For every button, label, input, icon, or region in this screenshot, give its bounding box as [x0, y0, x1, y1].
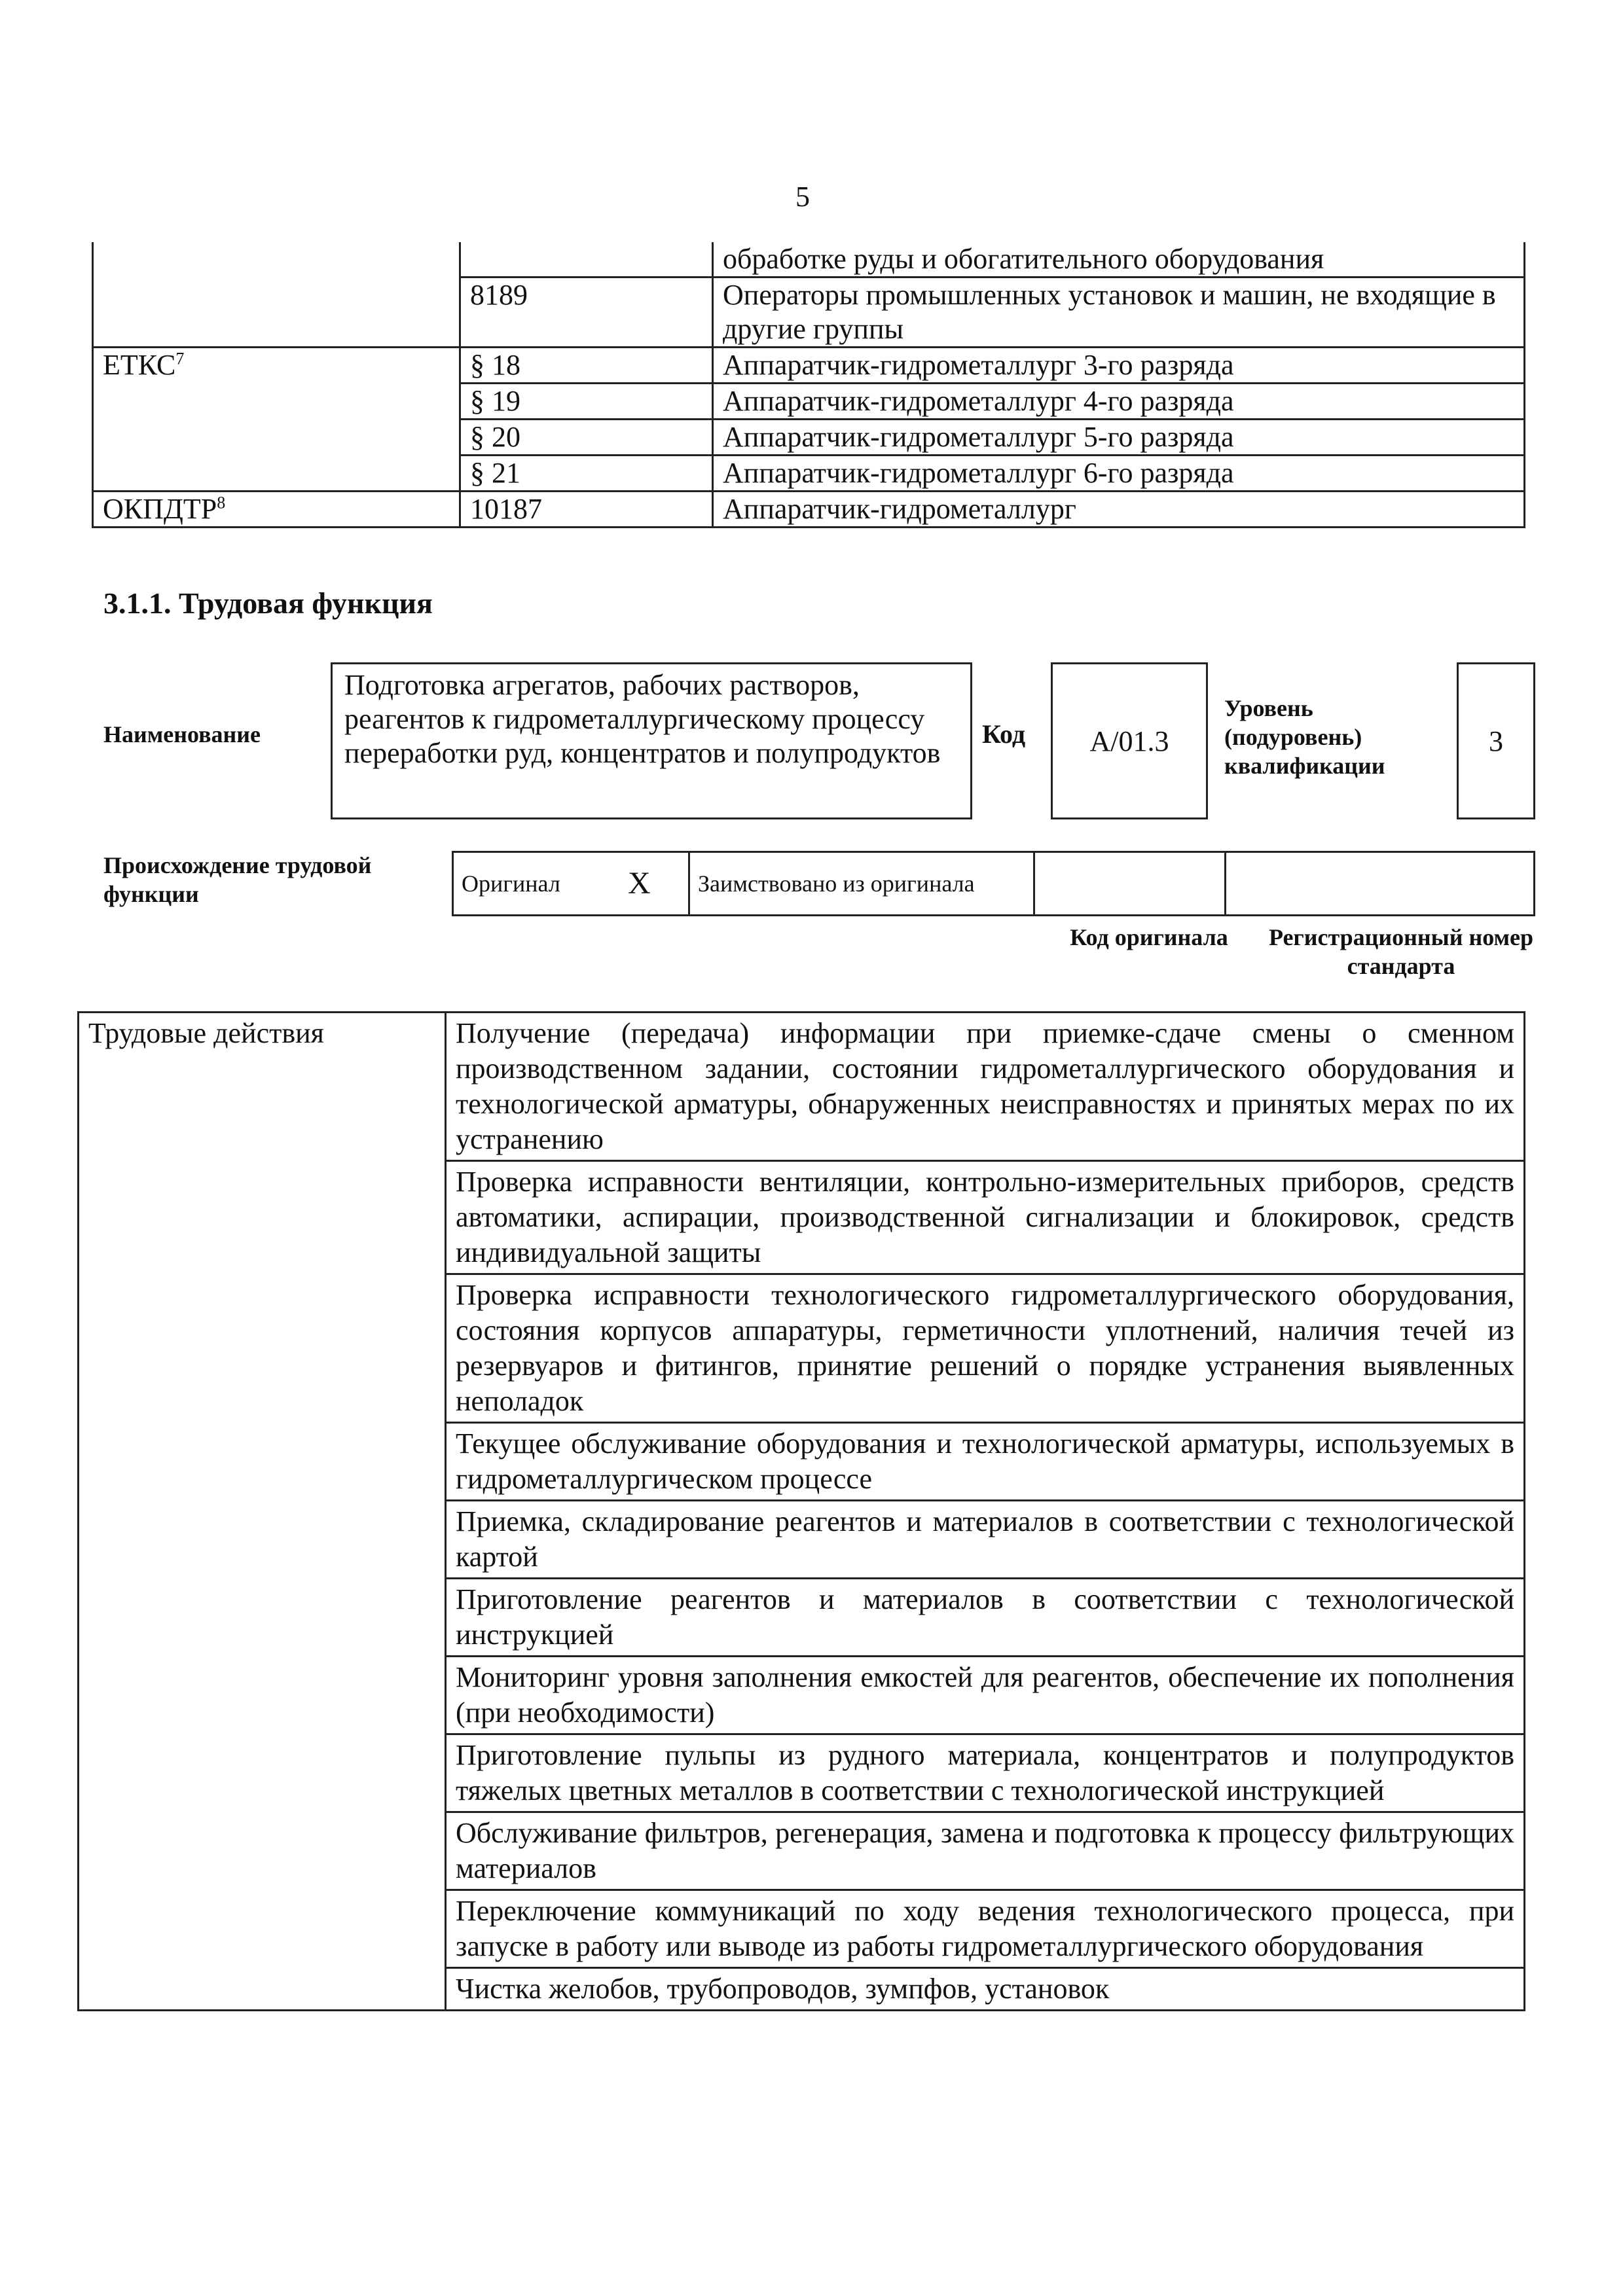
- origin-table: [452, 851, 1535, 916]
- table-row: [93, 492, 1525, 528]
- footnote-ref: 8: [217, 493, 226, 512]
- code-cell: 10187: [460, 492, 713, 528]
- labor-action-item: Чистка желобов, трубопроводов, зумпфов, установок: [446, 1968, 1525, 2011]
- table-row: [93, 348, 1525, 384]
- classifier-cell: [93, 242, 460, 278]
- occupation-name-cell: Аппаратчик-гидрометаллург: [713, 492, 1525, 528]
- occupation-name-cell: Аппаратчик-гидрометаллург 4-го разряда: [713, 384, 1525, 420]
- labor-action-item: Получение (передача) информации при приемке-сдаче смены о сменном производственном задании, состоянии гидрометаллургического оборудования и технологической арматуры, обнаруженных неисправностях и принятых мерах по их устранению: [446, 1013, 1525, 1161]
- original-cell: Оригинал: [453, 852, 621, 916]
- registration-number-caption: Регистрационный номер стандарта: [1268, 924, 1534, 979]
- occupation-name-cell: Аппаратчик-гидрометаллург 6-го разряда: [713, 456, 1525, 492]
- labor-actions-header: Трудовые действия: [79, 1013, 446, 2011]
- code-cell: 8189: [460, 278, 713, 348]
- labor-action-item: Проверка исправности технологического гидрометаллургического оборудования, состояния корпусов аппаратуры, герметичности уплотнений, наличия течей из резервуаров и фитингов, принятие решений о порядке устранения выявленных неполадок: [446, 1274, 1525, 1423]
- registration-number-cell: [1226, 852, 1535, 916]
- labor-action-item: Обслуживание фильтров, регенерация, замена и подготовка к процессу фильтрующих материалов: [446, 1812, 1525, 1890]
- labor-action-item: Приемка, складирование реагентов и материалов в соответствии с технологической картой: [446, 1501, 1525, 1579]
- qualification-level-box: 3: [1457, 662, 1535, 819]
- page-number: 5: [795, 181, 810, 213]
- labor-actions-table: [77, 1011, 1525, 2011]
- code-cell: § 19: [460, 384, 713, 420]
- name-label: Наименование: [103, 721, 261, 747]
- original-code-cell: [1034, 852, 1226, 916]
- occupation-name-cell: Аппаратчик-гидрометаллург 5-го разряда: [713, 420, 1525, 456]
- labor-action-item: Приготовление реагентов и материалов в соответствии с технологической инструкцией: [446, 1579, 1525, 1657]
- labor-action-item: Мониторинг уровня заполнения емкостей для реагентов, обеспечение их пополнения (при необходимости): [446, 1657, 1525, 1734]
- classifier-name: ЕТКС: [103, 349, 176, 381]
- section-title: 3.1.1. Трудовая функция: [103, 586, 433, 620]
- classifier-codes-table: [92, 242, 1525, 528]
- classifier-cell: [93, 278, 460, 348]
- classifier-name: ОКПДТР: [103, 493, 217, 525]
- function-code-box: А/01.3: [1051, 662, 1208, 819]
- code-cell: § 18: [460, 348, 713, 384]
- table-row: [79, 1013, 1525, 1161]
- labor-action-item: Переключение коммуникаций по ходу ведения технологического процесса, при запуске в работу или выводе из работы гидрометаллургического оборудования: [446, 1890, 1525, 1968]
- origin-label: Происхождение трудовой функции: [103, 852, 372, 907]
- table-row: [93, 278, 1525, 348]
- code-label: Код: [982, 719, 1026, 749]
- original-code-caption: Код оригинала: [1070, 924, 1228, 950]
- code-cell: § 20: [460, 420, 713, 456]
- classifier-cell: [93, 348, 460, 492]
- original-mark: X: [620, 852, 689, 916]
- occupation-name-cell: Аппаратчик-гидрометаллург 3-го разряда: [713, 348, 1525, 384]
- classifier-cell: [93, 492, 460, 528]
- function-name-box: Подготовка агрегатов, рабочих растворов, реагентов к гидрометаллургическому процессу переработки руд, концентратов и полупродуктов: [331, 662, 972, 819]
- code-cell: [460, 242, 713, 278]
- occupation-name-cell: обработке руды и обогатительного оборудования: [713, 242, 1525, 278]
- table-row: [453, 852, 1535, 916]
- code-cell: § 21: [460, 456, 713, 492]
- borrowed-cell: Заимствовано из оригинала: [689, 852, 1034, 916]
- level-label: Уровень (подуровень) квалификации: [1224, 695, 1385, 779]
- table-row: [93, 242, 1525, 278]
- occupation-name-cell: Операторы промышленных установок и машин, не входящие в другие группы: [713, 278, 1525, 348]
- labor-action-item: Текущее обслуживание оборудования и технологической арматуры, используемых в гидрометаллургическом процессе: [446, 1423, 1525, 1501]
- labor-action-item: Приготовление пульпы из рудного материала, концентратов и полупродуктов тяжелых цветных металлов в соответствии с технологической инструкцией: [446, 1734, 1525, 1812]
- footnote-ref: 7: [175, 349, 185, 368]
- labor-action-item: Проверка исправности вентиляции, контрольно-измерительных приборов, средств автоматики, аспирации, производственной сигнализации и блокировок, средств индивидуальной защиты: [446, 1161, 1525, 1274]
